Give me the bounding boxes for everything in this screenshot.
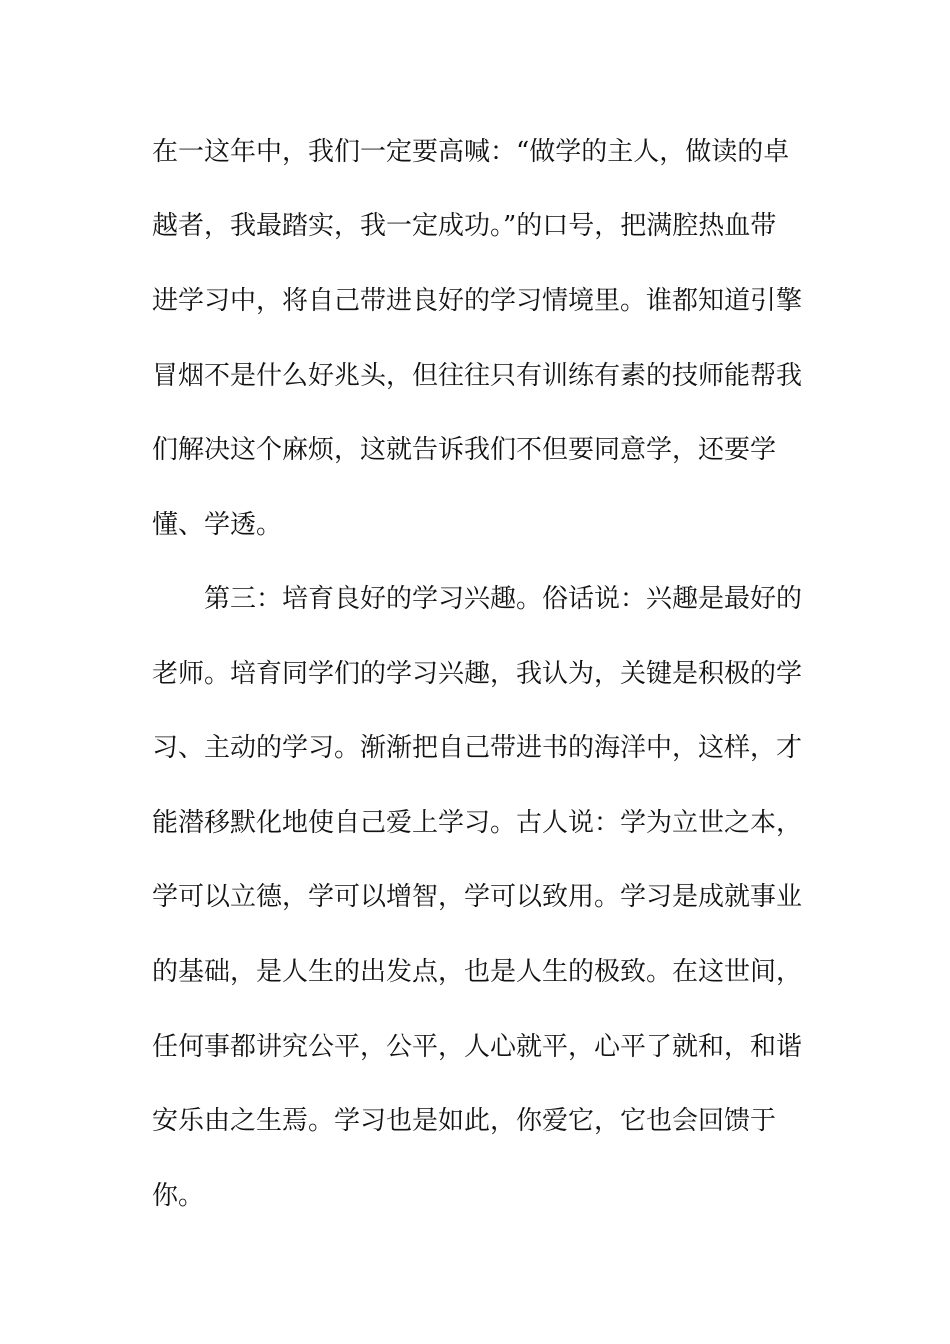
paragraph-line: 学可以立德，学可以增智，学可以致用。学习是成就事业 [152,882,803,912]
paragraph-line: 们解决这个麻烦，这就告诉我们不但要同意学，还要学 [152,435,777,465]
paragraph-line: 安乐由之生焉。学习也是如此，你爱它，它也会回馈于 [152,1106,777,1136]
paragraph-line: 习、主动的学习。渐渐把自己带进书的海洋中，这样，才 [152,733,803,763]
paragraph-line: 冒烟不是什么好兆头，但往往只有训练有素的技师能帮我 [152,361,803,391]
paragraph-line: 第三：培育良好的学习兴趣。俗话说：兴趣是最好的 [204,584,803,614]
paragraph-line: 懂、学透。 [152,510,283,540]
paragraph-line: 任何事都讲究公平，公平，人心就平，心平了就和，和谐 [152,1032,803,1062]
paragraph-line: 能潜移默化地使自己爱上学习。古人说：学为立世之本， [152,808,803,838]
paragraph-line: 的基础，是人生的出发点，也是人生的极致。在这世间， [152,957,803,987]
paragraph-line: 在一这年中，我们一定要高喊：“做学的主人，做读的卓 [152,137,790,167]
paragraph-line: 你。 [152,1181,205,1211]
paragraph-line: 越者，我最踏实，我一定成功。”的口号，把满腔热血带 [152,211,777,241]
paragraph-line: 老师。培育同学们的学习兴趣，我认为，关键是积极的学 [152,659,803,689]
paragraph-line: 进学习中，将自己带进良好的学习情境里。谁都知道引擎 [152,286,803,316]
